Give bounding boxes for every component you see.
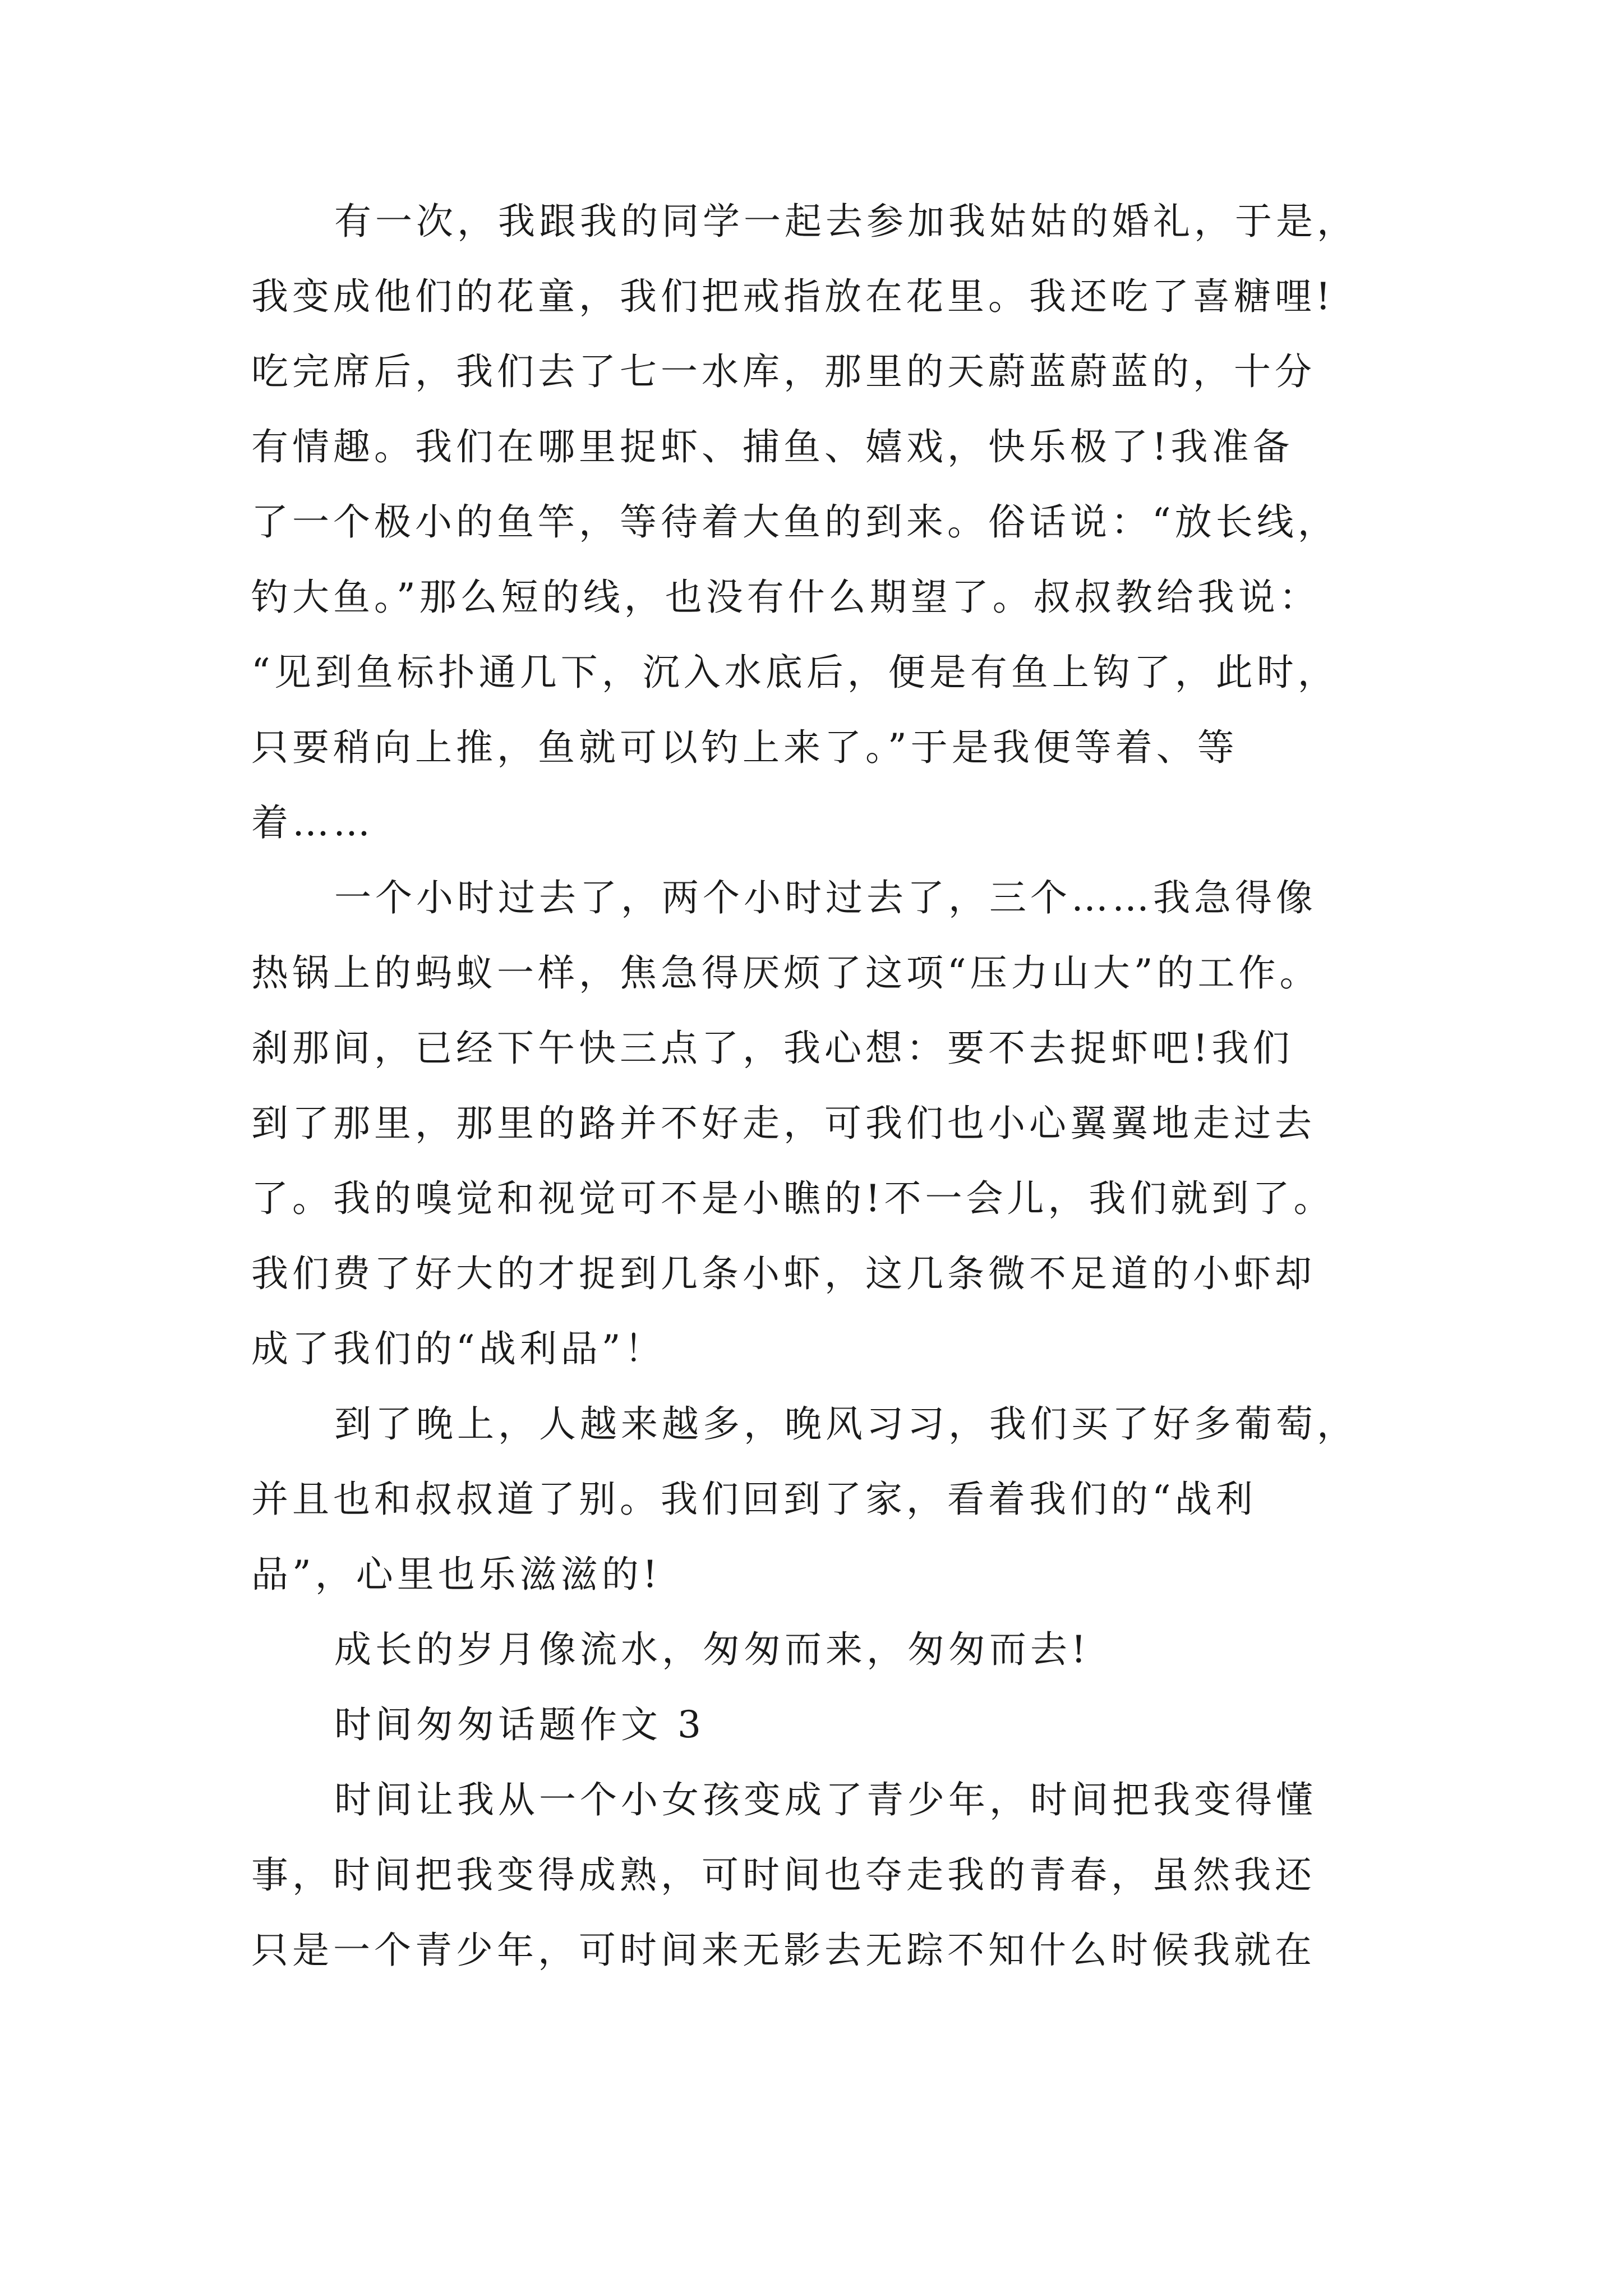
text-line: 到了晚上，人越来越多，晚风习习，我们买了好多葡萄， — [334, 1402, 1358, 1446]
text-line: 成长的岁月像流水，匆匆而来，匆匆而去! — [334, 1628, 1090, 1671]
section-title: 时间匆匆话题作文 3 — [334, 1703, 705, 1746]
text-line: 并且也和叔叔道了别。我们回到了家，看着我们的“战利 — [251, 1478, 1257, 1521]
text-line: 着…… — [251, 801, 374, 844]
text-line: 时间让我从一个小女孩变成了青少年，时间把我变得懂 — [334, 1778, 1317, 1821]
text-line: 钓大鱼。”那么短的线，也没有什么期望了。叔叔教给我说： — [251, 576, 1320, 619]
text-line: 了一个极小的鱼竿，等待着大鱼的到来。俗话说：“放长线， — [251, 500, 1339, 544]
text-line: 只是一个青少年，可时间来无影去无踪不知什么时候我就在 — [251, 1929, 1316, 1972]
text-line: 我变成他们的花童，我们把戒指放在花里。我还吃了喜糖哩! — [251, 275, 1335, 318]
text-line: 一个小时过去了，两个小时过去了，三个……我急得像 — [334, 876, 1317, 919]
text-line: 了。我的嗅觉和视觉可不是小瞧的!不一会儿，我们就到了。 — [251, 1177, 1335, 1220]
text-line: 有情趣。我们在哪里捉虾、捕鱼、嬉戏，快乐极了!我准备 — [251, 425, 1294, 468]
text-line: 刹那间，已经下午快三点了，我心想：要不去捉虾吧!我们 — [251, 1027, 1294, 1070]
text-line: 我们费了好大的才捉到几条小虾，这几条微不足道的小虾却 — [251, 1252, 1316, 1295]
text-line: 只要稍向上推，鱼就可以钓上来了。”于是我便等着、等 — [251, 726, 1238, 769]
text-line: 有一次，我跟我的同学一起去参加我姑姑的婚礼，于是， — [334, 200, 1358, 243]
text-line: “见到鱼标扑通几下，沉入水底后，便是有鱼上钩了，此时， — [251, 651, 1339, 694]
text-line: 品”，心里也乐滋滋的! — [251, 1553, 662, 1596]
text-line: 吃完席后，我们去了七一水库，那里的天蔚蓝蔚蓝的，十分 — [251, 350, 1316, 393]
text-line: 成了我们的“战利品”！ — [251, 1327, 666, 1370]
text-line: 热锅上的蚂蚁一样，焦急得厌烦了这项“压力山大”的工作。 — [251, 951, 1321, 995]
text-line: 事，时间把我变得成熟，可时间也夺走我的青春，虽然我还 — [251, 1853, 1316, 1897]
text-line: 到了那里，那里的路并不好走，可我们也小心翼翼地走过去 — [251, 1102, 1316, 1145]
